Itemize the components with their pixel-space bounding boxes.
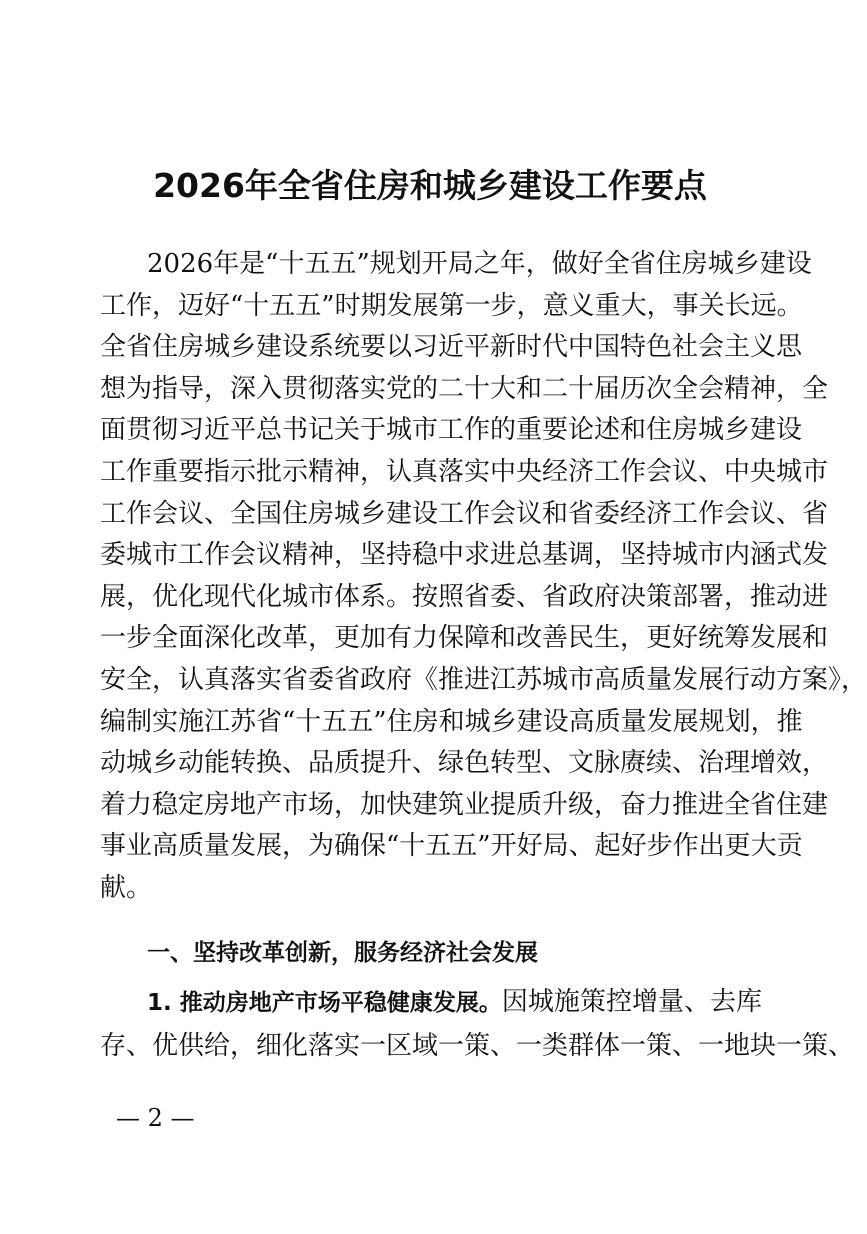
item-title: 1. 推动房地产市场平稳健康发展。 [147,990,502,1016]
paragraph-line: 2026年是“十五五”规划开局之年，做好全省住房城乡建设 [147,249,812,279]
paragraph-line: 委城市工作会议精神，坚持稳中求进总基调，坚持城市内涵式发 [100,540,829,571]
intro-paragraph [100,244,867,910]
item-line [100,980,762,1024]
page-number: — 2 — [116,1104,195,1132]
paragraph-line: 安全，认真落实省委省政府《推进江苏城市高质量发展行动方案》， [100,664,867,695]
paragraph-line: 编制实施江苏省“十五五”住房和城乡建设高质量发展规划，推 [100,706,803,737]
item-paragraph [100,980,855,1068]
paragraph-line: 工作，迈好“十五五”时期发展第一步，意义重大，事关长远。 [100,290,803,321]
paragraph-line: 全省住房城乡建设系统要以习近平新时代中国特色社会主义思 [100,332,803,363]
paragraph-line: 工作重要指示批示精神，认真落实中央经济工作会议、中央城市 [100,456,829,487]
paragraph-line: 着力稳定房地产市场，加快建筑业提质升级，奋力推进全省住建 [100,789,829,820]
section-heading: 一、坚持改革创新，服务经济社会发展 [147,940,538,966]
paragraph-line: 面贯彻习近平总书记关于城市工作的重要论述和住房城乡建设 [100,415,803,446]
paragraph-line: 工作会议、全国住房城乡建设工作会议和省委经济工作会议、省 [100,498,829,529]
item-line: 存、优供给，细化落实一区域一策、一类群体一策、一地块一策、 [100,1031,855,1061]
paragraph-line: 动城乡动能转换、品质提升、绿色转型、文脉赓续、治理增效， [100,748,829,779]
document-title: 2026年全省住房和城乡建设工作要点 [153,166,707,205]
paragraph-line: 事业高质量发展，为确保“十五五”开好局、起好步作出更大贡 [100,831,803,862]
paragraph-line: 一步全面深化改革，更加有力保障和改善民生，更好统筹发展和 [100,623,829,654]
item-text: 因城施策控增量、去库 [501,987,762,1017]
paragraph-line: 献。 [100,872,153,903]
paragraph-line: 展，优化现代化城市体系。按照省委、省政府决策部署，推动进 [100,581,829,612]
paragraph-line: 想为指导，深入贯彻落实党的二十大和二十届历次全会精神，全 [100,373,829,404]
